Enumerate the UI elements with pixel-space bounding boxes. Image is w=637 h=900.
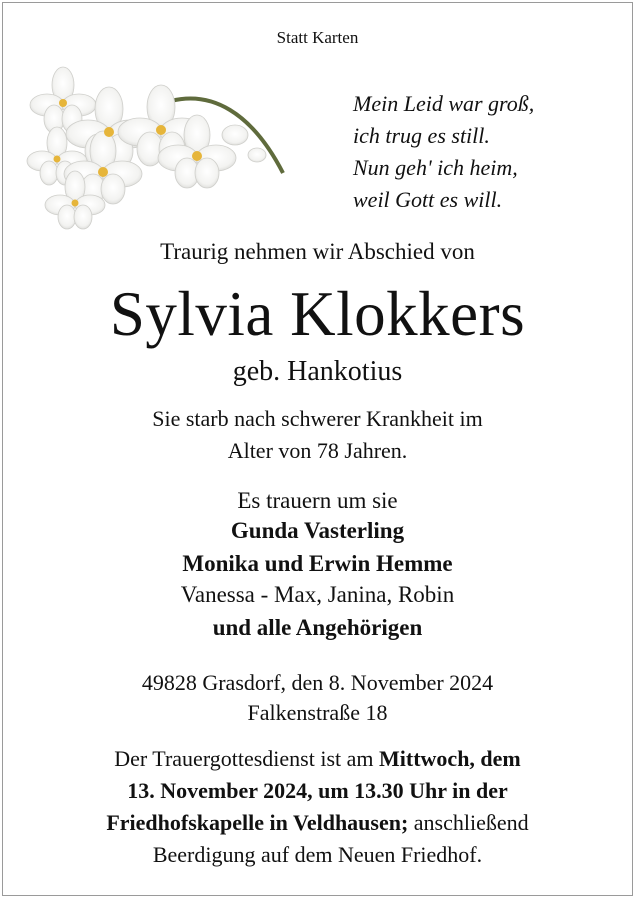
- mourners-intro: Es trauern um sie: [237, 488, 398, 513]
- service-location-text: Friedhofskapelle in Veldhausen;: [106, 810, 409, 835]
- mourner-name: Gunda Vasterling: [230, 518, 405, 543]
- intro-text: Traurig nehmen wir Abschied von: [160, 239, 475, 264]
- service-date-text: Mittwoch, dem: [379, 746, 521, 771]
- service-line: Beerdigung auf dem Neuen Friedhof.: [152, 842, 483, 867]
- address: Falkenstraße 18: [247, 700, 388, 725]
- poem-line: Nun geh' ich heim,: [353, 155, 518, 180]
- service-line: [3, 775, 632, 807]
- poem-line: ich trug es still.: [353, 123, 490, 148]
- death-notice-line: Alter von 78 Jahren.: [227, 438, 408, 463]
- service-text: anschließend: [408, 810, 529, 835]
- service-date-text: 13. November 2024, um 13.30 Uhr in der: [127, 778, 508, 803]
- poem-line: Mein Leid war groß,: [353, 91, 535, 116]
- service-text: Der Trauergottesdienst ist am: [114, 746, 380, 771]
- death-notice-line: Sie starb nach schwerer Krankheit im: [152, 406, 483, 431]
- mourner-relatives: und alle Angehörigen: [212, 615, 423, 640]
- header-text: Statt Karten: [276, 28, 359, 47]
- mourner-name: Monika und Erwin Hemme: [182, 551, 453, 576]
- place-date: 49828 Grasdorf, den 8. November 2024: [141, 670, 494, 695]
- obituary-card: [2, 2, 633, 896]
- deceased-name: Sylvia Klokkers: [109, 279, 526, 349]
- service-line: [3, 807, 632, 839]
- poem: [353, 88, 534, 216]
- mourner-grandchildren: Vanessa - Max, Janina, Robin: [180, 582, 455, 607]
- maiden-name: geb. Hankotius: [232, 356, 403, 387]
- orchid-image: [21, 61, 291, 236]
- service-line: [3, 743, 632, 775]
- poem-line: weil Gott es will.: [353, 187, 503, 212]
